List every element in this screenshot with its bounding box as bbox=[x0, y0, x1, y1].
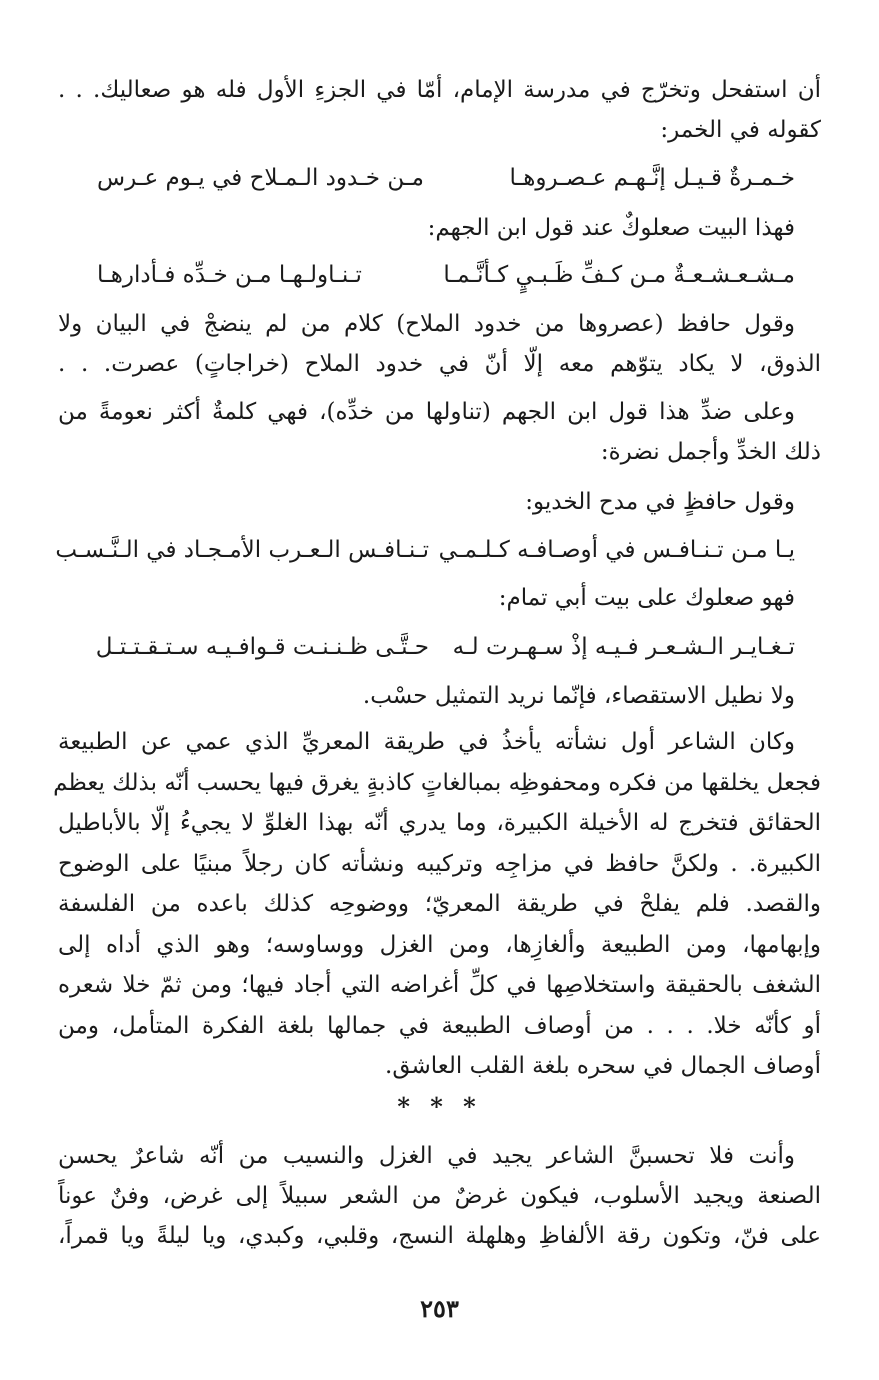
text-line: فجعل يخلقها من فكره ومحفوظِه بمبالغاتٍ كاذبةٍ يغرق فيها يحسب أنّه بذلك يعظم bbox=[53, 770, 821, 796]
verse-first-hemistich: يـا مـن تـنـافـس في أوصـافـه كـلـمـي bbox=[438, 537, 795, 563]
text-line: كقوله في الخمر: bbox=[660, 117, 821, 143]
section-separator: * * * bbox=[397, 1092, 482, 1121]
verse-second-hemistich: مـن خـدود الـمـلاح في يـوم عـرس bbox=[97, 165, 424, 191]
verse-second-hemistich: تـنـاولـهـا مـن خـدِّه فـأدارهـا bbox=[97, 262, 362, 288]
verse-first-hemistich: مـشـعـشـعـةٌ مـن كـفِّ ظَـبـيٍ كـأنَّـمـا bbox=[443, 262, 795, 288]
verse-first-hemistich: خـمـرةٌ قـيـل إنَّـهـم عـصـروهـا bbox=[509, 165, 795, 191]
text-line: أوصاف الجمال في سحره بلغة القلب العاشق. bbox=[385, 1053, 821, 1079]
text-line: وإبهامها، ومن الطبيعة وألغازِها، ومن الغزل ووساوسه؛ وهو الذي أداه إلى bbox=[58, 932, 821, 958]
text-line: وقول حافظٍ في مدح الخديو: bbox=[525, 489, 795, 515]
text-line: الذوق، لا يكاد يتوّهم معه إلّا أنّ في خدود الملاح (خراجاتٍ) عصرت. . . bbox=[58, 351, 821, 377]
verse-second-hemistich: حـتَّـى ظـنـنـت قـوافـيـه سـتـقـتـتـل bbox=[95, 634, 429, 660]
text-line: ذلك الخدِّ وأجمل نضرة: bbox=[600, 439, 821, 465]
text-line: وعلى ضدِّ هذا قول ابن الجهم (تناولها من خدِّه)، فهي كلمةٌ أكثر نعومةً من bbox=[58, 399, 795, 425]
verse-second-hemistich: تـنـافـس الـعـرب الأمـجـاد في الـنَّـسـب bbox=[55, 537, 429, 563]
text-line: فهو صعلوك على بيت أبي تمام: bbox=[498, 585, 795, 611]
text-line: وأنت فلا تحسبنَّ الشاعر يجيد في الغزل والنسيب من أنّه شاعرٌ يحسن bbox=[58, 1143, 795, 1169]
text-line: الشغف بالحقيقة واستخلاصِها في كلِّ أغراضه التي أجاد فيها؛ ومن ثمّ خلا شعره bbox=[58, 972, 821, 998]
text-line: وقول حافظ (عصروها من خدود الملاح) كلام من لم ينضجْ في البيان ولا bbox=[58, 311, 795, 337]
text-line: أو كأنّه خلا. . . . من أوصاف الطبيعة في جمالها بلغة الفكرة المتأمل، ومن bbox=[58, 1013, 821, 1039]
text-line: فهذا البيت صعلوكٌ عند قول ابن الجهم: bbox=[427, 215, 795, 241]
verse-first-hemistich: تـغـايـر الـشـعـر فـيـه إذْ سـهـرت لـه bbox=[452, 634, 795, 660]
text-line: على فنّ، وتكون رقة الألفاظِ وهلهلة النسج، وقلبي، وكبدي، ويا ليلةً ويا قمراً، bbox=[58, 1223, 821, 1249]
text-line: وكان الشاعر أول نشأته يأخذُ في طريقة المعريِّ الذي عمي عن الطبيعة bbox=[58, 729, 795, 755]
text-line: ولا نطيل الاستقصاء، فإنّما نريد التمثيل حسْب. bbox=[362, 683, 795, 709]
text-line: الصنعة ويجيد الأسلوب، فيكون غرضٌ من الشعر سبيلاً إلى غرض، وفنٌ عوناً bbox=[58, 1183, 821, 1209]
page-number: ٢٥٣ bbox=[420, 1294, 459, 1323]
text-line: الكبيرة. . ولكنَّ حافظ في مزاجِه وتركيبه ونشأته كان رجلاً مبنيًا على الوضوح bbox=[58, 851, 821, 877]
text-line: أن استفحل وتخرّج في مدرسة الإمام، أمّا في الجزءِ الأول فله هو صعاليك. . . bbox=[58, 77, 821, 103]
text-line: الحقائق فتخرج له الأخيلة الكبيرة، وما يدري أنّه بهذا الغلوِّ لا يجيءُ إلّا بالأباطيل bbox=[58, 810, 821, 836]
text-line: والقصد. فلم يفلحْ في طريقة المعريّ؛ ووضوحِه كذلك باعده من الفلسفة bbox=[58, 891, 821, 917]
